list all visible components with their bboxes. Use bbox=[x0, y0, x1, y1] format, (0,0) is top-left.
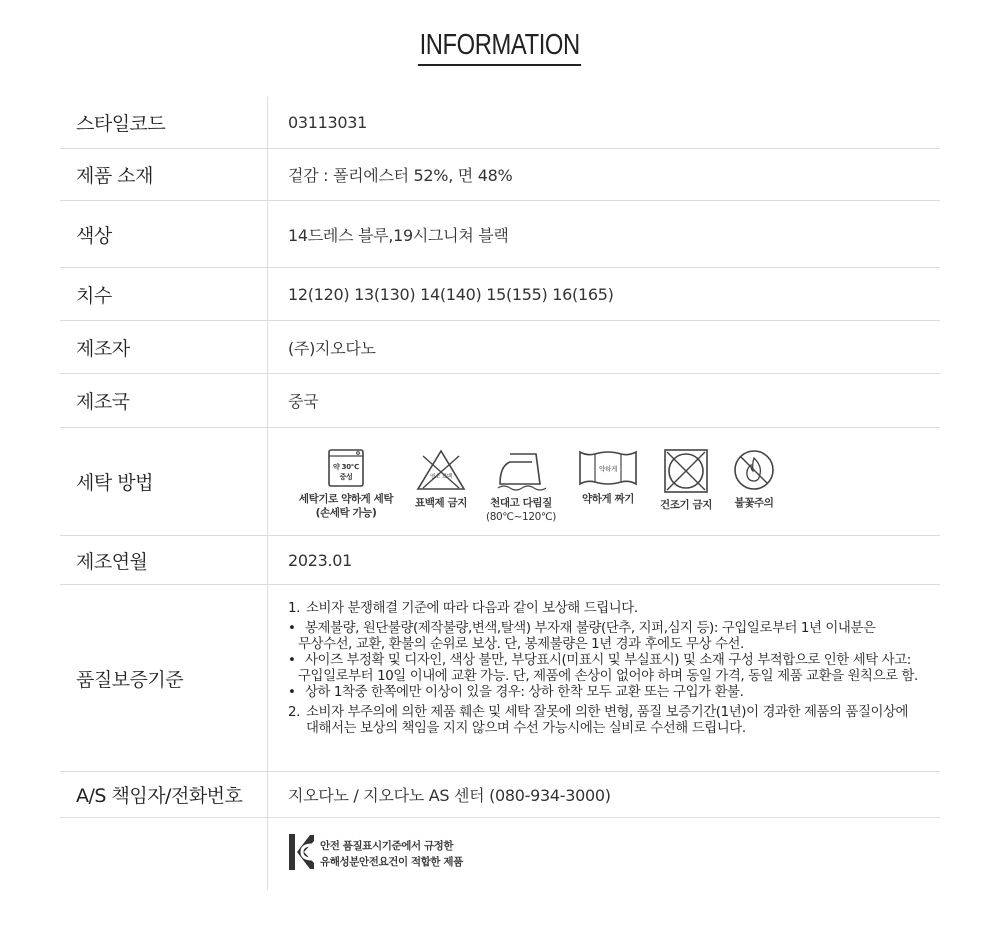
material-value: 겉감 : 폴리에스터 52%, 면 48% bbox=[288, 166, 513, 185]
row-kc bbox=[60, 818, 940, 890]
quality-text bbox=[268, 585, 940, 771]
care-caption bbox=[486, 496, 556, 524]
row-date bbox=[60, 536, 940, 585]
kc-text bbox=[320, 838, 463, 870]
page-title: INFORMATION bbox=[418, 28, 581, 66]
row-quality bbox=[60, 585, 940, 772]
row-style-code bbox=[60, 97, 940, 149]
machine-wash-detergent: 중성 bbox=[339, 473, 353, 481]
care-caption-line: 세탁기로 약하게 세탁 bbox=[298, 493, 394, 505]
fire-caution-icon bbox=[732, 448, 776, 492]
quality-line-text: 상하 1착중 한쪽에만 이상이 있을 경우: 상하 한착 모두 교환 또는 구입가 환불. bbox=[305, 685, 744, 700]
no-bleach-text-1: 염소 bbox=[429, 474, 441, 480]
quality-line-text: 구입일로부터 10일 이내에 교환 가능. 단, 제품에 손상이 없어야 하며 동일 가격, 동일 제품 교환을 원칙으로 함. bbox=[298, 669, 918, 684]
care-caption-line: 약하게 짜기 bbox=[582, 493, 634, 505]
bullet: • bbox=[288, 653, 296, 668]
care-fire-caution bbox=[726, 448, 782, 510]
row-country bbox=[60, 374, 940, 428]
quality-line bbox=[288, 653, 940, 669]
care-caption-line: 불꽃주의 bbox=[734, 497, 774, 509]
care-caption-line: 표백제 금지 bbox=[415, 497, 467, 509]
care-machine-wash bbox=[290, 448, 402, 520]
care-caption bbox=[415, 496, 467, 510]
care-caption bbox=[582, 492, 634, 506]
date-value: 2023.01 bbox=[288, 550, 353, 570]
size-value: 12(120) 13(130) 14(140) 15(155) 16(165) bbox=[288, 284, 614, 304]
kc-mark bbox=[268, 818, 940, 890]
row-color bbox=[60, 201, 940, 268]
bullet: • bbox=[288, 621, 296, 636]
as-value: 지오다노 / 지오다노 AS 센터 (080-934-3000) bbox=[288, 786, 611, 805]
quality-line bbox=[288, 705, 940, 721]
size-label: 치수 bbox=[60, 268, 268, 320]
care-caption bbox=[299, 492, 393, 520]
color-value: 14드레스 블루,19시그니쳐 블랙 bbox=[288, 225, 509, 245]
color-label: 색상 bbox=[60, 201, 268, 267]
list-number: 1. bbox=[288, 601, 300, 616]
quality-line-text: 소비자 부주의에 의한 제품 훼손 및 세탁 잘못에 의한 변형, 품질 보증기간(1년)이 경과한 제품의 품질이상에 bbox=[306, 705, 909, 720]
care-caption-line: 건조기 금지 bbox=[660, 499, 712, 511]
quality-line-text: 대해서는 보상의 책임을 지지 않으며 수선 가능시에는 실비로 수선해 드립니다. bbox=[306, 721, 746, 736]
maker-value: (주)지오다노 bbox=[288, 338, 376, 358]
machine-wash-temp: 약 30℃ bbox=[333, 463, 359, 471]
quality-label: 품질보증기준 bbox=[60, 585, 268, 771]
country-label: 제조국 bbox=[60, 374, 268, 427]
kc-text-line: 유해성분안전요건이 적합한 제품 bbox=[320, 856, 463, 868]
title-area bbox=[0, 28, 1000, 66]
date-label: 제조연월 bbox=[60, 536, 268, 584]
wring-gently-icon bbox=[577, 448, 639, 488]
care-caption-line: 천대고 다림질 bbox=[490, 497, 552, 509]
care-iron bbox=[480, 448, 562, 524]
row-maker bbox=[60, 321, 940, 374]
machine-wash-icon bbox=[327, 448, 365, 488]
care-no-tumble-dry bbox=[654, 448, 718, 512]
maker-label: 제조자 bbox=[60, 321, 268, 373]
material-label: 제품 소재 bbox=[60, 149, 268, 200]
quality-line-text: 소비자 분쟁해결 기준에 따라 다음과 같이 보상해 드립니다. bbox=[306, 601, 638, 616]
info-table bbox=[60, 97, 940, 890]
row-size bbox=[60, 268, 940, 321]
style-code-value: 03113031 bbox=[288, 113, 368, 132]
kc-certification-icon bbox=[288, 833, 314, 875]
quality-line-text: 무상수선, 교환, 환불의 순위로 보상. 단, 봉제불량은 1년 경과 후에도 무상 수선. bbox=[298, 637, 744, 652]
iron-icon bbox=[496, 448, 546, 492]
care-wring bbox=[570, 448, 646, 506]
as-label: A/S 책임자/전화번호 bbox=[60, 772, 268, 817]
care-caption bbox=[660, 498, 712, 512]
row-as bbox=[60, 772, 940, 818]
no-tumble-dry-icon bbox=[663, 448, 709, 494]
care-caption-line: (손세탁 가능) bbox=[315, 507, 377, 519]
quality-line-text: 봉제불량, 원단불량(제작불량,변색,탈색) 부자재 불량(단추, 지퍼,심지 등): 구입일로부터 1년 이내분은 bbox=[305, 621, 876, 636]
quality-line bbox=[288, 721, 940, 737]
quality-line bbox=[288, 637, 940, 653]
quality-line bbox=[288, 685, 940, 701]
quality-line bbox=[288, 601, 940, 617]
quality-line-text: 사이즈 부정확 및 디자인, 색상 불만, 부당표시(미표시 및 부실표시) 및 소재 구성 부적합으로 인한 세탁 사고: bbox=[305, 653, 911, 668]
care-no-bleach bbox=[410, 448, 472, 510]
washing-icons bbox=[268, 428, 940, 535]
kc-text-line: 안전 품질표시기준에서 규정한 bbox=[320, 840, 454, 852]
row-washing bbox=[60, 428, 940, 536]
bullet: • bbox=[288, 685, 296, 700]
kc-label-cell bbox=[60, 818, 268, 890]
country-value: 중국 bbox=[288, 392, 319, 411]
care-caption-line: (80℃~120℃) bbox=[486, 511, 556, 523]
wring-text: 약하게 bbox=[599, 465, 617, 473]
quality-line bbox=[288, 621, 940, 637]
list-number: 2. bbox=[288, 705, 300, 720]
care-caption bbox=[735, 496, 774, 510]
style-code-label: 스타일코드 bbox=[60, 97, 268, 148]
no-bleach-text-2: 표백 bbox=[441, 474, 453, 480]
washing-label: 세탁 방법 bbox=[60, 428, 268, 535]
row-material bbox=[60, 149, 940, 201]
no-bleach-icon bbox=[415, 448, 467, 492]
quality-line bbox=[288, 669, 940, 685]
